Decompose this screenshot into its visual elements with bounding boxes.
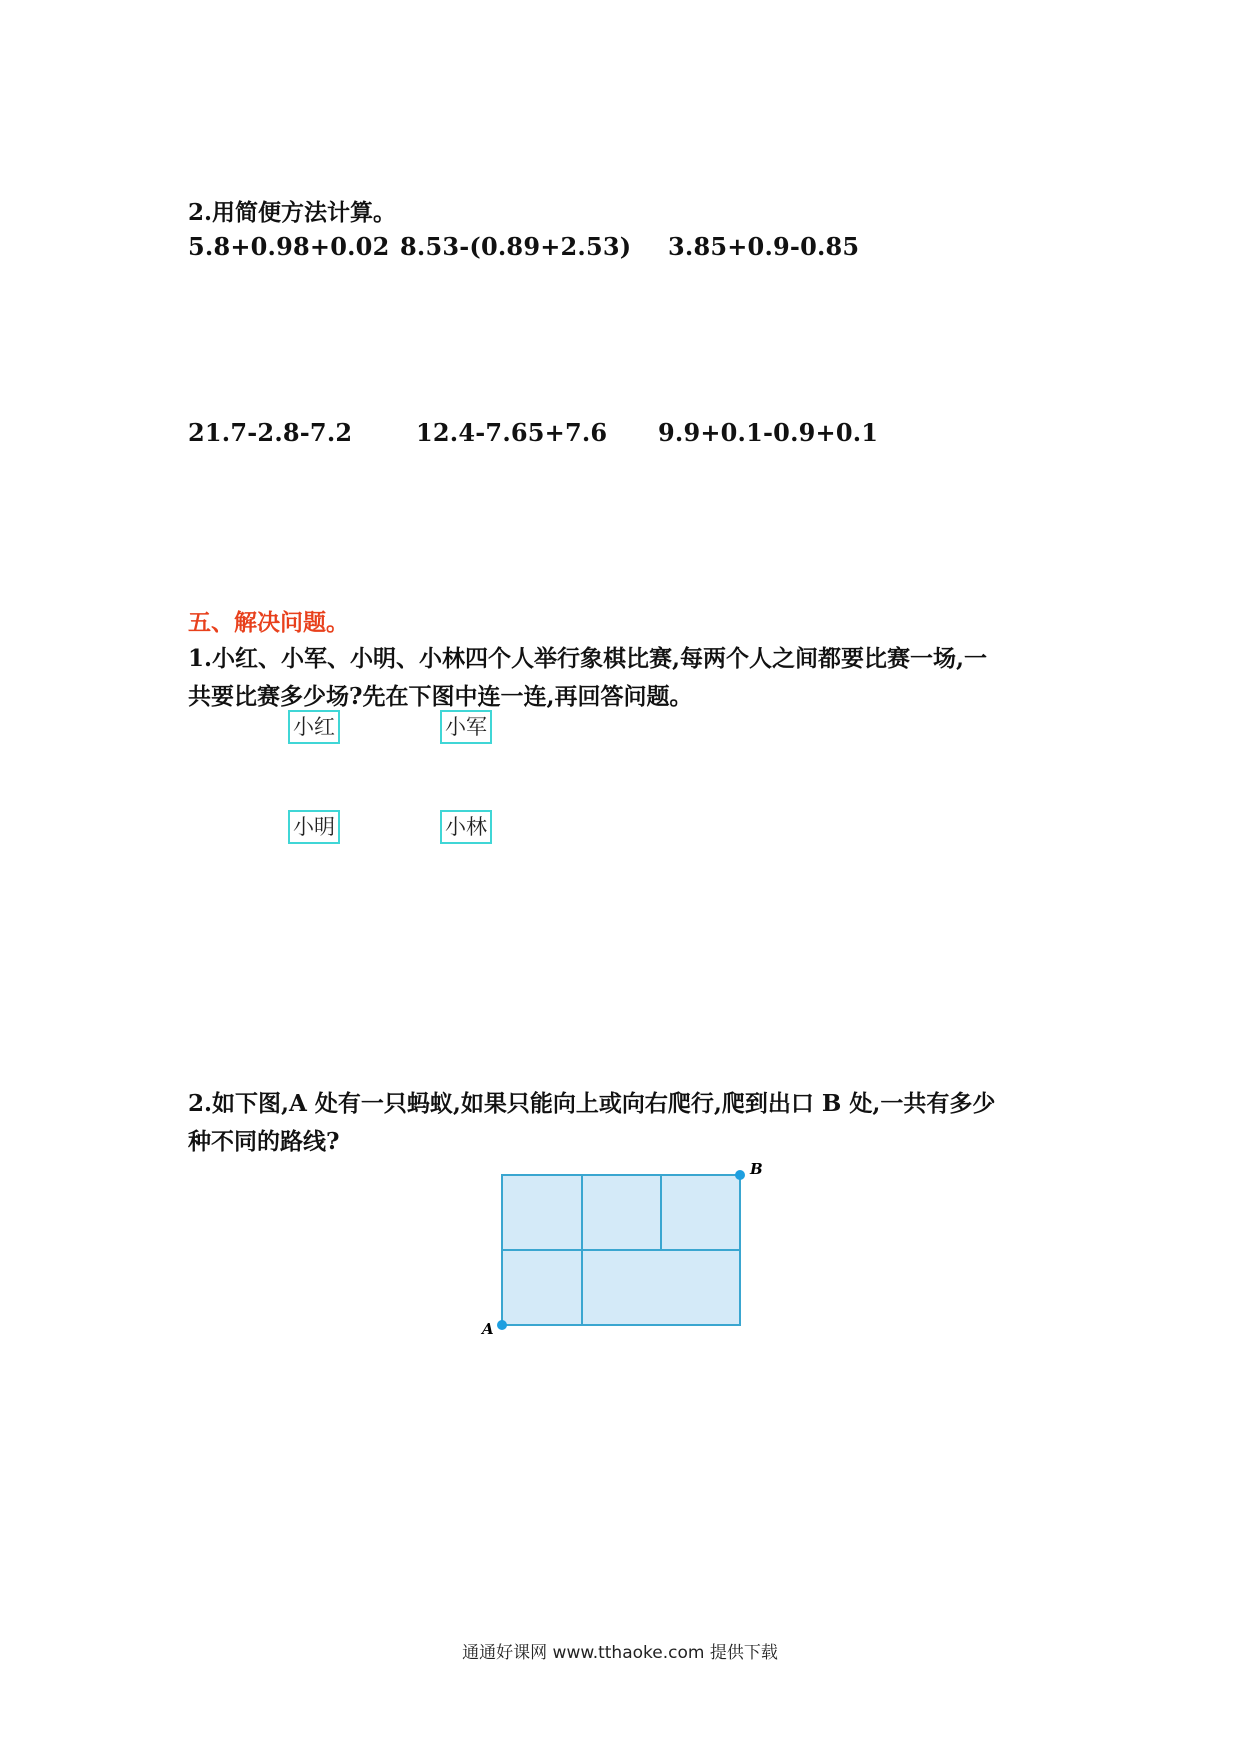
- label-b: B: [750, 1160, 763, 1178]
- name-box-xiaojun: 小军: [440, 710, 492, 744]
- expression: 12.4-7.65+7.6: [416, 418, 608, 447]
- point-b: [735, 1170, 745, 1180]
- name-box-xiaohong: 小红: [288, 710, 340, 744]
- point-a: [497, 1320, 507, 1330]
- q2-title: 2.用简便方法计算。: [188, 199, 397, 226]
- expression: 3.85+0.9-0.85: [668, 232, 860, 261]
- name-box-xiaoming: 小明: [288, 810, 340, 844]
- problem-2-line-1: 2.如下图,A 处有一只蚂蚁,如果只能向上或向右爬行,爬到出口 B 处,一共有多少: [188, 1090, 996, 1117]
- problem-1-line-2: 共要比赛多少场?先在下图中连一连,再回答问题。: [188, 683, 693, 710]
- expression: 9.9+0.1-0.9+0.1: [658, 418, 879, 447]
- problem-1-line-1: 1.小红、小军、小明、小林四个人举行象棋比赛,每两个人之间都要比赛一场,一: [188, 645, 988, 672]
- expression: 8.53-(0.89+2.53): [400, 232, 632, 261]
- problem-2-line-2: 种不同的路线?: [188, 1128, 340, 1155]
- footer-text: 通通好课网 www.tthaoke.com 提供下载: [462, 1643, 778, 1663]
- expression: 21.7-2.8-7.2: [188, 418, 353, 447]
- section-title: 五、解决问题。: [188, 609, 349, 636]
- route-grid-diagram: [470, 1160, 780, 1340]
- expression: 5.8+0.98+0.02: [188, 232, 390, 261]
- name-box-xiaolin: 小林: [440, 810, 492, 844]
- label-a: A: [482, 1320, 494, 1338]
